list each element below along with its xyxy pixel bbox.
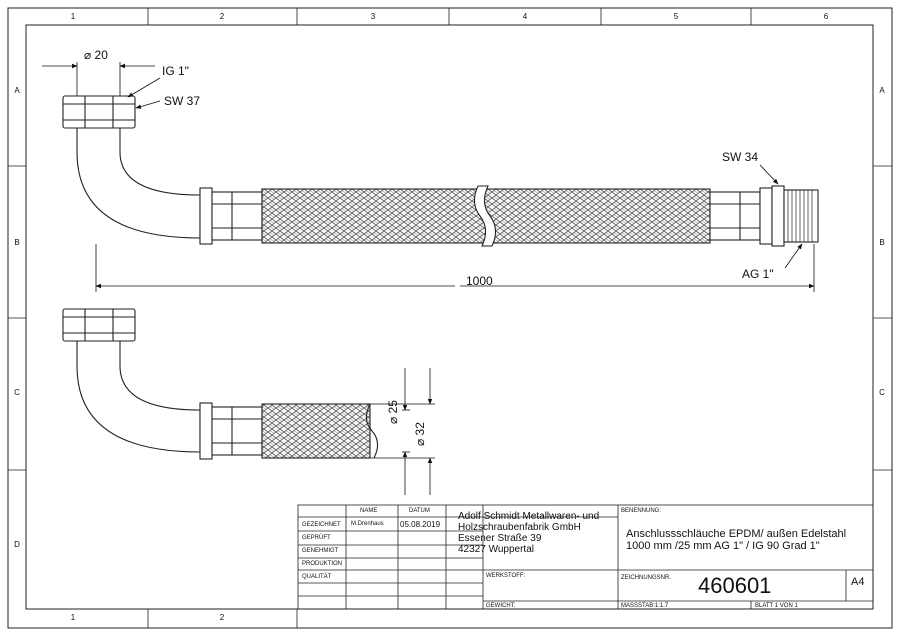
col-label-6: 6	[823, 12, 829, 21]
row-label-a-right: A	[879, 86, 885, 95]
col-header-date: DATUM	[409, 508, 430, 514]
werkstoff-label: WERKSTOFF:	[486, 573, 526, 579]
dim-diameter-25: ⌀ 25	[386, 400, 400, 424]
row-label-d: D	[14, 540, 20, 549]
col-label-bottom-2: 2	[219, 613, 225, 622]
top-dimension-lines	[42, 62, 814, 292]
sheet-format: A4	[851, 576, 865, 588]
hose-section-view	[63, 309, 378, 459]
col-label-4: 4	[522, 12, 528, 21]
row-gezeichnet: GEZEICHNET	[302, 522, 341, 528]
sheet-count: BLATT 1 VON 1	[755, 603, 798, 609]
row-produktion: PRODUKTION	[302, 561, 343, 567]
hose-top-view	[63, 96, 818, 246]
scale-label: MASSSTAB:1:1.7	[621, 603, 669, 609]
dim-sw-37: SW 37	[164, 94, 201, 108]
row-geprueft: GEPRÜFT	[302, 535, 331, 541]
company-line-3: Essener Straße 39	[458, 533, 542, 544]
col-label-bottom-1: 1	[70, 613, 76, 622]
benennung-label: BENENNUNG:	[621, 508, 662, 514]
zeichnungsnr-label: ZEICHNUNGSNR.	[621, 575, 672, 581]
row-label-b: B	[14, 238, 20, 247]
row-qualitaet: QUALITÄT	[302, 574, 332, 580]
drawing-title-line-1: Anschlussschläuche EPDM/ außen Edelstahl	[626, 528, 847, 540]
drawn-date: 05.08.2019	[400, 520, 441, 529]
drawing-title-line-2: 1000 mm /25 mm AG 1" / IG 90 Grad 1"	[626, 540, 820, 552]
dim-ig-1: IG 1"	[162, 64, 189, 78]
row-label-a: A	[14, 86, 20, 95]
dim-sw-34: SW 34	[722, 150, 759, 164]
col-label-5: 5	[673, 12, 679, 21]
dim-length-1000: 1000	[466, 274, 493, 288]
inner-frame	[26, 25, 873, 609]
row-label-b-right: B	[879, 238, 885, 247]
row-genehmigt: GENEHMIGT	[302, 548, 339, 554]
col-label-1: 1	[70, 12, 76, 21]
drawn-by-name: M.Drenhaus	[351, 521, 384, 527]
company-line-4: 42327 Wuppertal	[458, 544, 534, 555]
dim-diameter-32: ⌀ 32	[413, 422, 427, 446]
company-line-1: Adolf Schmidt Metallwaren- und	[458, 511, 600, 522]
col-label-3: 3	[370, 12, 376, 21]
company-address	[458, 511, 599, 555]
row-label-c: C	[14, 388, 20, 397]
company-line-2: Holzschraubenfabrik GmbH	[458, 522, 581, 533]
row-label-c-right: C	[879, 388, 885, 397]
drawing-number: 460601	[698, 573, 772, 598]
col-label-2: 2	[219, 12, 225, 21]
dim-diameter-20: ⌀ 20	[84, 48, 108, 62]
dim-ag-1: AG 1"	[742, 267, 774, 281]
drawing-title	[626, 528, 846, 552]
col-header-name: NAME	[360, 508, 378, 514]
gewicht-label: GEWICHT:	[486, 603, 516, 609]
